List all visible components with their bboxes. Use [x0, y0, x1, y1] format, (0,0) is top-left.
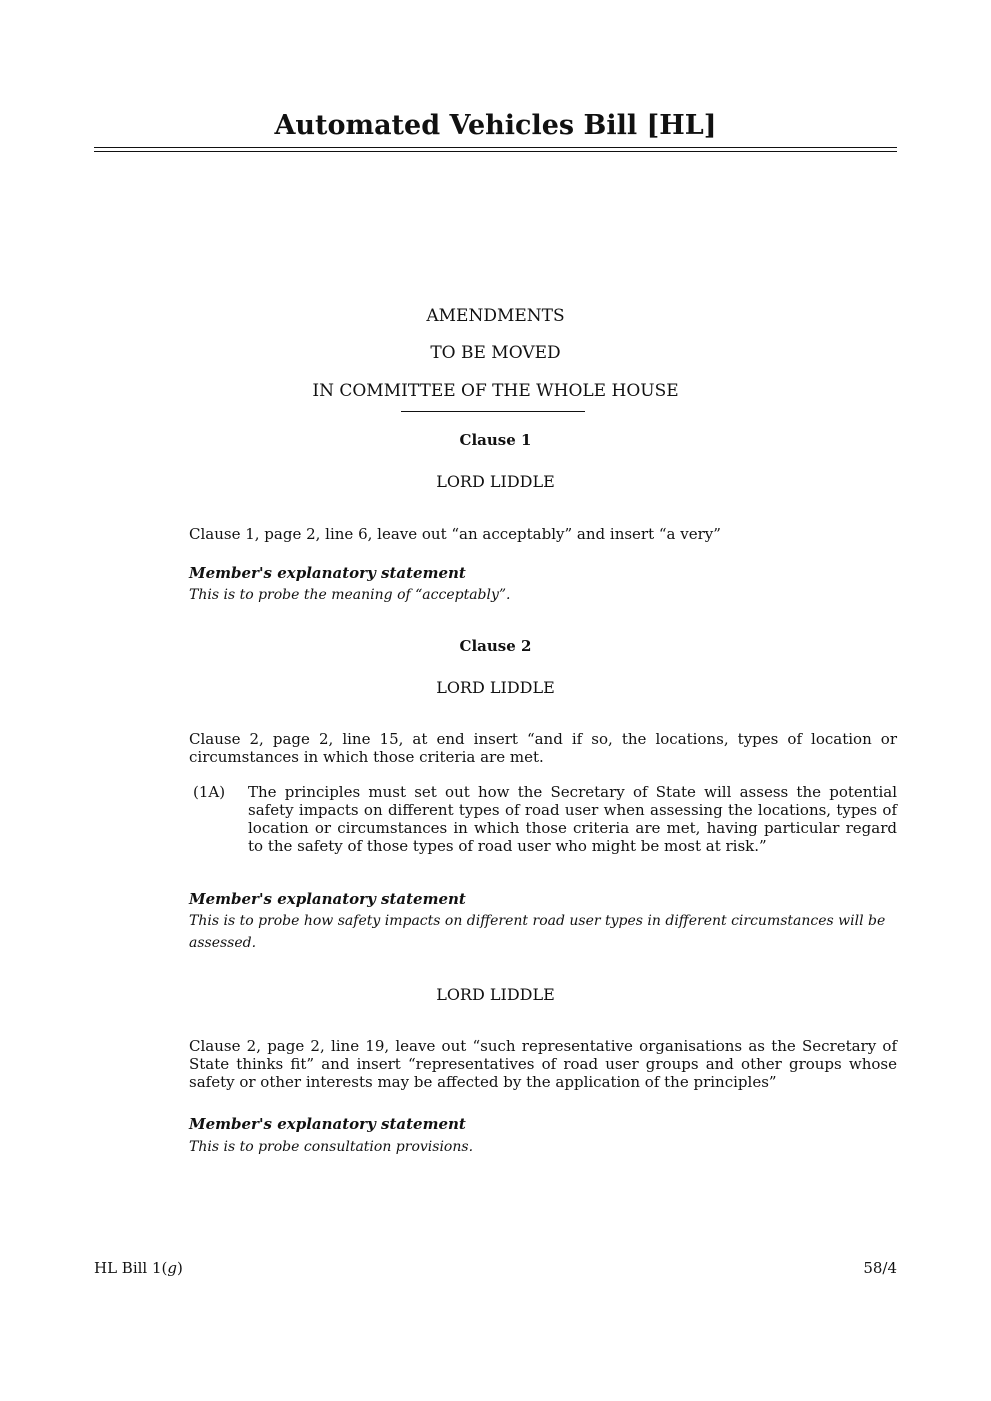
title-rule-upper: [94, 147, 897, 148]
bill-number-prefix: HL Bill 1(: [94, 1259, 168, 1277]
clause-1-explanatory-text: This is to probe the meaning of “acceptably”.: [189, 587, 511, 603]
amendments-heading-line2: TO BE MOVED: [430, 343, 561, 363]
clause-2-heading: Clause 2: [459, 637, 532, 655]
amendment-3-member: LORD LIDDLE: [436, 985, 555, 1004]
bill-number-letter: g: [167, 1259, 177, 1277]
page-reference: 58/4: [863, 1259, 897, 1277]
clause-2-explanatory-text: This is to probe how safety impacts on different road user types in different circumstances will be assessed.: [189, 913, 886, 951]
clause-2-member: LORD LIDDLE: [436, 678, 555, 697]
page-title: Automated Vehicles Bill [HL]: [274, 110, 717, 141]
bill-number: [94, 1258, 183, 1278]
amendments-heading-line1: AMENDMENTS: [426, 306, 565, 326]
clause-2-subparagraph: [189, 783, 897, 855]
clause-2-explanatory-label: Member's explanatory statement: [189, 890, 466, 908]
clause-1-explanatory-label: Member's explanatory statement: [189, 564, 466, 582]
amendment-3-text: Clause 2, page 2, line 19, leave out “such representative organisations as the Secretary of State thinks fit” and insert “representatives of road user groups and other groups whose safety or other interests may be affected by the application of the principles”: [189, 1037, 897, 1091]
amendment-3-explanatory-text: This is to probe consultation provisions.: [189, 1139, 474, 1155]
amendments-heading-line3: IN COMMITTEE OF THE WHOLE HOUSE: [312, 381, 679, 401]
amendment-3-explanatory-label: Member's explanatory statement: [189, 1115, 466, 1133]
subparagraph-number: (1A): [193, 783, 226, 801]
title-rule-lower: [94, 151, 897, 152]
clause-1-member: LORD LIDDLE: [436, 472, 555, 491]
clause-2-amendment: Clause 2, page 2, line 15, at end insert “and if so, the locations, types of location or circumstances in which those criteria are met.: [189, 730, 897, 766]
clause-1-amendment: Clause 1, page 2, line 6, leave out “an acceptably” and insert “a very”: [189, 525, 721, 543]
subparagraph-text: The principles must set out how the Secretary of State will assess the potential safety impacts on different types of road user when assessing the locations, types of location or circumstances in which those criteria are met, having particular regard to the safety of those types of road user who might be most at risk.”: [248, 783, 897, 855]
heading-rule: [401, 411, 585, 412]
clause-1-heading: Clause 1: [459, 431, 532, 449]
bill-number-suffix: ): [177, 1259, 183, 1277]
